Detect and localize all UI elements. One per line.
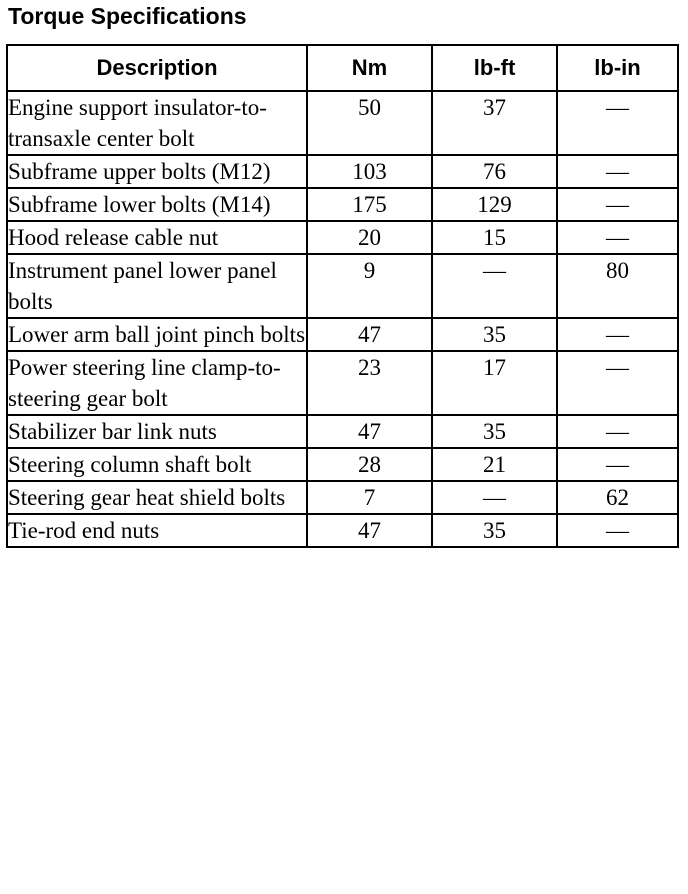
nm-cell: 47 bbox=[307, 514, 432, 547]
lb-ft-cell: 21 bbox=[432, 448, 557, 481]
nm-cell: 50 bbox=[307, 91, 432, 155]
lb-ft-cell: 17 bbox=[432, 351, 557, 415]
description-cell: Hood release cable nut bbox=[7, 221, 307, 254]
description-cell: Stabilizer bar link nuts bbox=[7, 415, 307, 448]
header-lb-ft: lb-ft bbox=[432, 45, 557, 91]
lb-ft-cell: 35 bbox=[432, 514, 557, 547]
nm-cell: 20 bbox=[307, 221, 432, 254]
lb-in-cell: — bbox=[557, 221, 678, 254]
lb-ft-cell: — bbox=[432, 481, 557, 514]
header-nm: Nm bbox=[307, 45, 432, 91]
lb-in-cell: — bbox=[557, 155, 678, 188]
nm-cell: 28 bbox=[307, 448, 432, 481]
nm-cell: 103 bbox=[307, 155, 432, 188]
lb-ft-cell: 15 bbox=[432, 221, 557, 254]
description-cell: Tie-rod end nuts bbox=[7, 514, 307, 547]
nm-cell: 47 bbox=[307, 318, 432, 351]
header-description: Description bbox=[7, 45, 307, 91]
lb-ft-cell: 76 bbox=[432, 155, 557, 188]
table-row bbox=[7, 448, 678, 481]
header-lb-in: lb-in bbox=[557, 45, 678, 91]
page-title: Torque Specifications bbox=[8, 3, 247, 29]
table-row bbox=[7, 351, 678, 415]
table-row bbox=[7, 91, 678, 155]
lb-in-cell: 62 bbox=[557, 481, 678, 514]
lb-ft-cell: 35 bbox=[432, 318, 557, 351]
lb-in-cell: — bbox=[557, 91, 678, 155]
description-cell: Engine support insulator-to-transaxle center bolt bbox=[7, 91, 307, 155]
table-row bbox=[7, 221, 678, 254]
description-cell: Steering column shaft bolt bbox=[7, 448, 307, 481]
lb-in-cell: — bbox=[557, 448, 678, 481]
table-header-row bbox=[7, 45, 678, 91]
lb-in-cell: — bbox=[557, 415, 678, 448]
table-row bbox=[7, 481, 678, 514]
nm-cell: 23 bbox=[307, 351, 432, 415]
description-cell: Subframe upper bolts (M12) bbox=[7, 155, 307, 188]
nm-cell: 47 bbox=[307, 415, 432, 448]
description-cell: Subframe lower bolts (M14) bbox=[7, 188, 307, 221]
table-row bbox=[7, 318, 678, 351]
description-cell: Lower arm ball joint pinch bolts bbox=[7, 318, 307, 351]
lb-in-cell: — bbox=[557, 318, 678, 351]
lb-ft-cell: 37 bbox=[432, 91, 557, 155]
table-row bbox=[7, 254, 678, 318]
table-row bbox=[7, 155, 678, 188]
lb-ft-cell: 35 bbox=[432, 415, 557, 448]
lb-in-cell: — bbox=[557, 351, 678, 415]
nm-cell: 7 bbox=[307, 481, 432, 514]
lb-in-cell: — bbox=[557, 188, 678, 221]
lb-in-cell: 80 bbox=[557, 254, 678, 318]
table-row bbox=[7, 188, 678, 221]
description-cell: Power steering line clamp-to-steering gear bolt bbox=[7, 351, 307, 415]
lb-ft-cell: — bbox=[432, 254, 557, 318]
lb-ft-cell: 129 bbox=[432, 188, 557, 221]
table-row bbox=[7, 514, 678, 547]
nm-cell: 175 bbox=[307, 188, 432, 221]
description-cell: Instrument panel lower panel bolts bbox=[7, 254, 307, 318]
description-cell: Steering gear heat shield bolts bbox=[7, 481, 307, 514]
table-row bbox=[7, 415, 678, 448]
lb-in-cell: — bbox=[557, 514, 678, 547]
torque-spec-table bbox=[6, 44, 679, 548]
nm-cell: 9 bbox=[307, 254, 432, 318]
